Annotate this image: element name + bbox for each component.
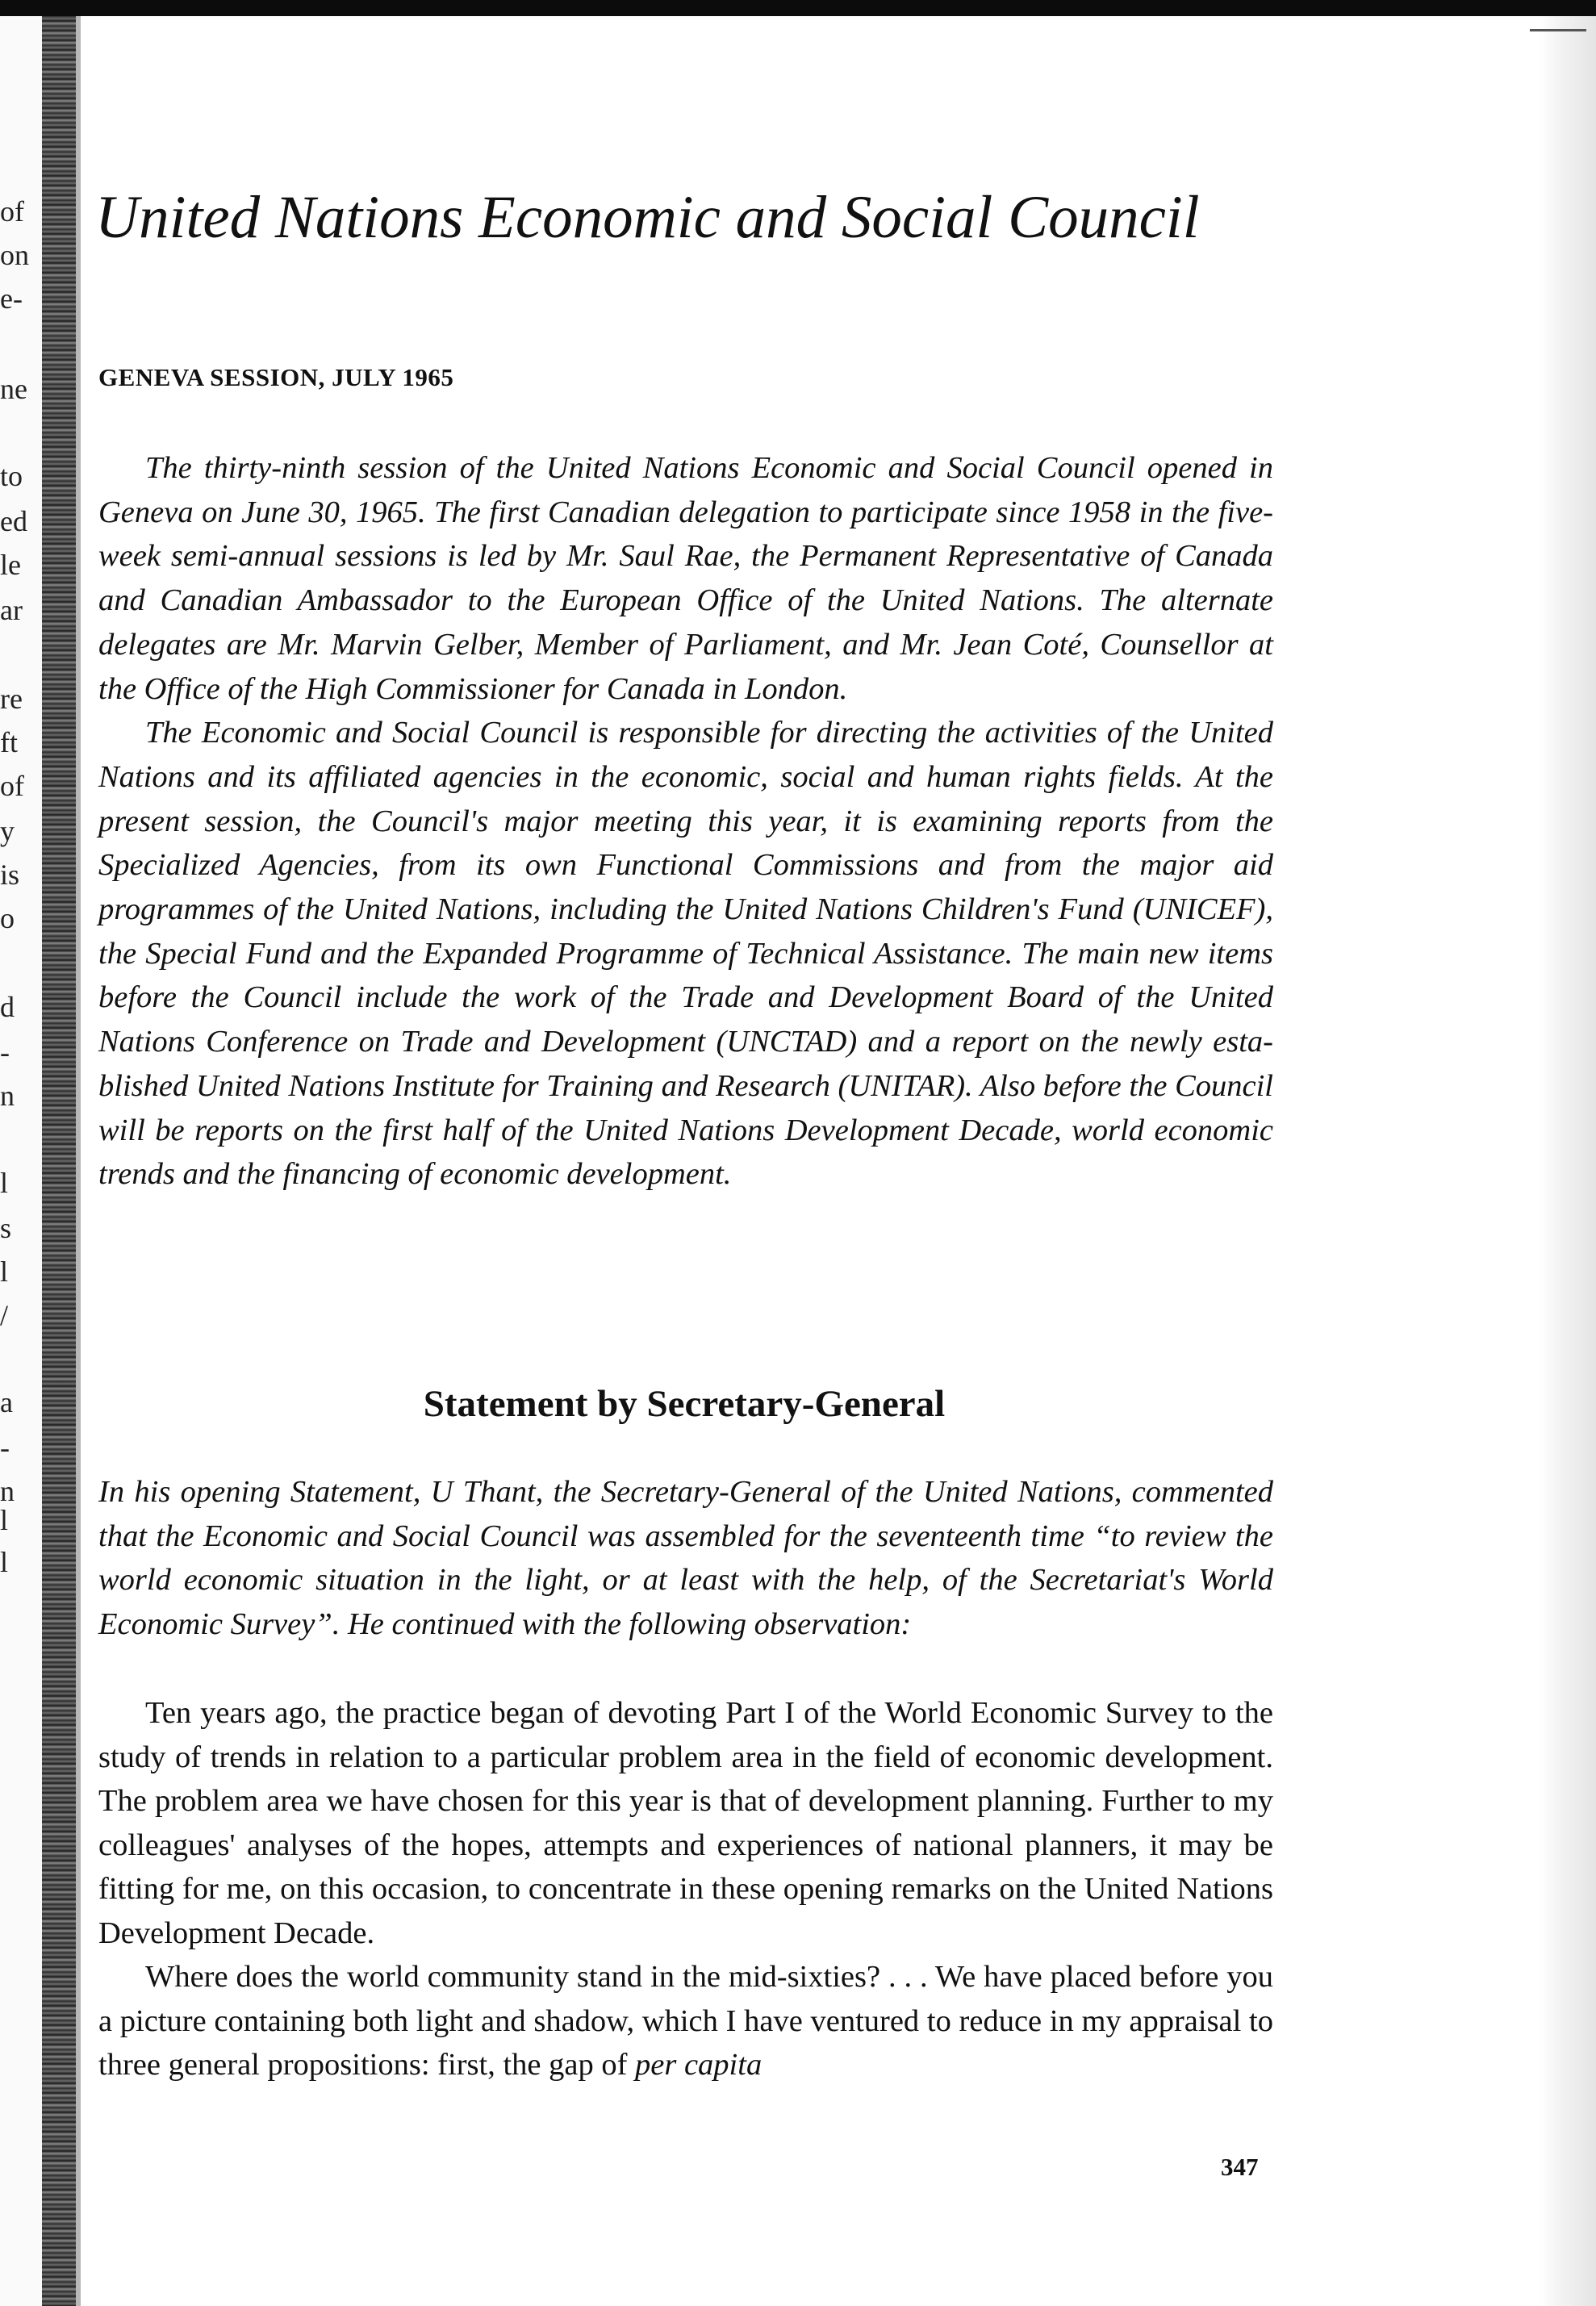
margin-fragment: n	[0, 1080, 15, 1112]
margin-fragment: l	[0, 1546, 9, 1578]
book-binding-shadow	[42, 16, 76, 2306]
margin-fragment: ed	[0, 505, 27, 537]
document-title: United Nations Economic and Social Council	[95, 184, 1200, 251]
margin-fragment: of	[0, 770, 24, 802]
margin-fragment: le	[0, 549, 21, 581]
quote-italic-phrase: per capita	[635, 2048, 762, 2082]
lead-paragraph: In his opening Statement, U Thant, the Secretary-General of the United Nations, commented that the Economic and Social Council was assembled for the seventeenth time “to review the world economic situation in the light, or at least with the help, of the Secretariat's World Economic Survey”. He continued with the following observation:	[98, 1475, 1273, 1642]
margin-fragment: is	[0, 858, 20, 891]
intro-text	[98, 446, 1273, 1197]
left-gutter	[0, 16, 42, 2306]
right-page-edge	[1540, 16, 1596, 2306]
quote-text: Ten years ago, the practice began of devoting Part I of the World Economic Survey to the study of trends in relation to a particular problem area in the field of economic development. The problem area we have chosen for this year is that of development planning. Further to my colleagues' analyses of the hopes, attempts and experiences of national planners, it may be fitting for me, on this occasion, to concentrate in these opening remarks on the United Nations Development Decade.	[98, 1696, 1273, 1950]
margin-fragment: n	[0, 1475, 15, 1507]
binding-edge	[76, 16, 81, 2306]
quote-text: Where does the world community stand in the mid-sixties? . . . We have placed before you a picture containing both light and shadow, which I have ventured to reduce in my appraisal to three general propositions: first, the gap of	[98, 1960, 1273, 2082]
intro-paragraph: The thirty-ninth session of the United Nations Economic and Social Council opened in Geneva on June 30, 1965. The first Canadian delegation to participate since 1958 in the five-week semi-annual sessions is led by Mr. Saul Rae, the Permanent Representative of Canada and Canadian Ambassador to the European Office of the United Nations. The alternate delegates are Mr. Marvin Gelber, Member of Parliament, and Mr. Jean Coté, Counsellor at the Office of the High Commissioner for Canada in London.	[98, 451, 1273, 706]
margin-fragment: o	[0, 902, 15, 934]
margin-fragment: -	[0, 1431, 10, 1464]
margin-fragment: on	[0, 239, 29, 271]
margin-fragment: y	[0, 815, 15, 847]
quote-paragraph	[98, 1955, 1273, 2087]
margin-fragment: l	[0, 1167, 9, 1199]
margin-fragment: ar	[0, 594, 23, 626]
margin-fragment: s	[0, 1212, 12, 1244]
margin-fragment: /	[0, 1299, 9, 1331]
margin-fragment: ft	[0, 726, 18, 758]
right-edge-rule	[1530, 29, 1586, 31]
margin-fragment: d	[0, 991, 15, 1023]
intro-paragraph: The Economic and Social Council is responsible for directing the activities of the United Nations and its affiliated agencies in the economic, social and human rights fields. At the present session, the Council's major meeting this year, it is examining reports from the Specialized Agencies, from its own Functional Commissions and from the major aid programmes of the United Nations, including the United Nations Children's Fund (UNICEF), the Special Fund and the Expanded Programme of Technical Assistance. The main new items before the Council include the work of the Trade and Development Board of the United Nations Conference on Trade and Development (UNCTAD) and a report on the newly established United Nations Institute for Training and Research (UNITAR). Also before the Council will be reports on the first half of the United Nations Development Decade, world economic trends and the financing of economic development.	[98, 716, 1273, 1192]
quote-paragraph	[98, 1691, 1273, 1955]
margin-fragment: to	[0, 460, 23, 492]
section-heading: Statement by Secretary-General	[423, 1383, 946, 1425]
margin-fragment: l	[0, 1255, 9, 1288]
margin-fragment: -	[0, 1036, 10, 1068]
margin-fragment: ne	[0, 373, 27, 405]
margin-fragment: of	[0, 195, 24, 228]
session-heading: GENEVA SESSION, JULY 1965	[98, 363, 454, 391]
margin-fragment: a	[0, 1386, 13, 1418]
quoted-statement	[98, 1691, 1273, 2087]
scan-top-edge	[0, 0, 1596, 16]
margin-fragment: re	[0, 683, 23, 715]
page-number: 347	[1221, 2153, 1259, 2181]
margin-fragment: l	[0, 1504, 9, 1536]
margin-fragment: e-	[0, 282, 23, 315]
